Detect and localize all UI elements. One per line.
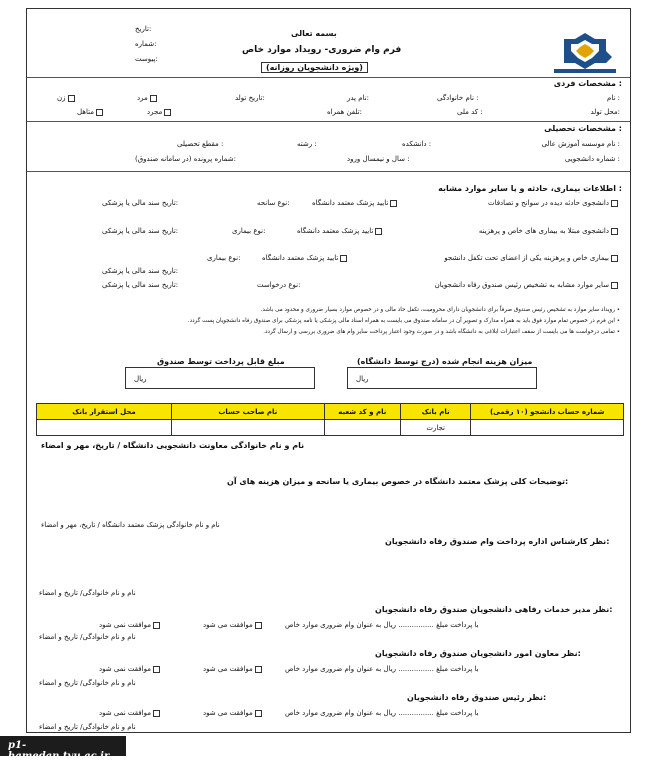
illness-checkbox[interactable] [611,282,618,289]
illness-heading: اطلاعات بیماری، حادثه و یا سایر موارد مشابه : [438,184,622,193]
bank-table [36,403,624,436]
entry-year-field[interactable]: سال و نیمسال ورود : [347,155,410,163]
note-item: • تمامی درخواست ها می بایست از سقف اعتبارات ابلاغی به دانشگاه باشد و در صورت وجود اعتبار پرداخت سایر وام های ضروری بررسی و ارسال گردد. [263,329,620,335]
form-title: فرم وام ضروری- رویداد موارد خاص [242,45,402,55]
manager-agree[interactable]: موافقت می شود [203,621,264,629]
student-number-field[interactable]: شماره دانشجویی : [564,155,620,163]
institute-field[interactable]: نام موسسه آموزش عالی : [541,140,620,148]
date-label: تاریخ: [135,25,152,33]
payment-line[interactable]: با پرداخت مبلغ ................ ریال به عنوان وام ضروری موارد خاص [285,709,479,717]
doctor-checkbox[interactable] [390,200,397,207]
education-heading: مشخصات تحصیلی : [544,124,622,133]
doctor-checkbox[interactable] [340,255,347,262]
disagree-checkbox[interactable] [153,622,160,629]
head-disagree[interactable]: موافقت نمی شود [99,709,162,717]
form-subtitle: (ویژه دانشجویان روزانه) [261,62,368,73]
payable-amount-input[interactable]: ریال [125,367,315,389]
disagree-checkbox[interactable] [153,710,160,717]
illness-checkbox[interactable] [611,200,618,207]
expert-question: نظر کارشناس اداره پرداخت وام صندوق رفاه دانشجویان: [385,537,610,546]
disagree-checkbox[interactable] [153,666,160,673]
agree-checkbox[interactable] [255,666,262,673]
head-agree[interactable]: موافقت می شود [203,709,264,717]
level-field[interactable]: مقطع تحصیلی : [177,140,224,148]
birth-place-field[interactable]: محل تولد: [590,108,620,116]
bank-table-row[interactable]: تجارت [37,420,624,436]
fund-logo [550,31,620,77]
payment-line[interactable]: با پرداخت مبلغ ................ ریال به عنوان وام ضروری موارد خاص [285,665,479,673]
married-checkbox[interactable] [96,109,103,116]
form-page: بسمه تعالی فرم وام ضروری- رویداد موارد خاص (ویژه دانشجویان روزانه) تاریخ: شماره: پیوست: مشخصات فردی : نام : نام خانوادگی : نام پدر: تاریخ تولد: مرد زن محل تولد: کد ملی : تلفن همراه: مجرد متاهل مشخصات تحصیلی : نام موسسه آموزش عالی : دانشکده : رشته : مقطع تحصیلی : شماره دانشجویی : سال و نیمسال ورود : شماره پرونده (در سامانه صندوق): اطلاعات بیماری، حادثه و یا سایر موارد مشابه : دانشجوی حادثه دیده در سوانح و تصادفات تایید پزشک معتمد دانشگاه نوع سانحه: تاریخ سند مالی یا پزشکی: دانشجوی مبتلا به بیماری های خاص و پرهزینه تایید پزشک معتمد دانشگاه نوع بیماری: تاریخ سند مالی یا پزشکی: بیماری خاص و پرهزینه یکی از اعضای تحت تکفل دانشجو تایید پزشک معتمد دانشگاه نوع بیماری: تاریخ سند مالی یا پزشکی: سایر موارد مشابه به تشخیص رئیس صندوق رفاه دانشجویان نوع درخواست: تاریخ سند مالی یا پزشکی: • رویداد سایر موارد به تشخیص رئیس صندوق صرفاً برای دانشجویان دارای محرومیت، تکفل حاد مالی و در خصوص موارد بسیار ضروری و محدود می باشد. • این فرم در خصوص تمام موارد فوق باید به همراه مدارک و تصویر آن در سامانه صندوق می بایست به همراه اسناد مالی پزشکی یا نامه پزشکی برای صندوق رفاه دانشجویان پست گردد. • تمامی درخواست ها می بایست از سقف اعتبارات ابلاغی به دانشگاه باشد و در صورت وجود اعتبار پرداخت سایر وام های ضروری بررسی و ارسال گردد. میزان هزینه انجام شده (درج توسط دانشگاه) ریال مبلغ قابل پرداخت توسط صندوق ریال شماره حساب دانشجو (۱۰ رقمی) نام بانک نام و کد شعبه نام صاحب حساب محل استقرار بانک تجارت نام و نام خانوادگی معاونت دانشجویی دانشگاه / تاریخ، مهر و امضاء توضیحات کلی پزشک معتمد دانشگاه در خصوص بیماری یا سانحه و میزان هزینه های آن: نام و نام خانوادگی پزشک معتمد دانشگاه / تاریخ، مهر و امضاء نظر کارشناس اداره پرداخت وام صندوق رفاه دانشجویان: نام و نام خانوادگی/ تاریخ و امضاء نظر مدیر خدمات رفاهی دانشجویان صندوق رفاه دانشجویان: با پرداخت مبلغ ................ ریال به عنوان وام ضروری موارد خاص موافقت می شود موافقت نمی شود نام و نام خانوادگی/ تاریخ و امضاء نظر معاون امور دانشجویان صندوق رفاه دانشجویان: با پرداخت مبلغ ................ ریال به عنوان وام ضروری موارد خاص موافقت می شود موافقت نمی شود نام و نام خانوادگی/ تاریخ و امضاء نظر رئیس صندوق رفاه دانشجویان: با پرداخت مبلغ ................ ریال به عنوان وام ضروری موارد خاص موافقت می شود موافقت نمی شود نام و نام خانوادگی/ تاریخ و امضاء [26,8,631,733]
note-item: • این فرم در خصوص تمام موارد فوق باید به همراه مدارک و تصویر آن در سامانه صندوق می بایست به همراه اسناد مالی پزشکی یا نامه پزشکی برای صندوق رفاه دانشجویان پست گردد. [187,318,620,324]
manager-disagree[interactable]: موافقت نمی شود [99,621,162,629]
manager-question: نظر مدیر خدمات رفاهی دانشجویان صندوق رفاه دانشجویان: [375,605,613,614]
doctor-signature: نام و نام خانوادگی پزشک معتمد دانشگاه / تاریخ، مهر و امضاء [41,521,220,529]
birth-date-field[interactable]: تاریخ تولد: [235,94,265,102]
single-checkbox[interactable] [164,109,171,116]
bank-table-header: شماره حساب دانشجو (۱۰ رقمی) نام بانک نام و کد شعبه نام صاحب حساب محل استقرار بانک [37,404,624,420]
deputy-disagree[interactable]: موافقت نمی شود [99,665,162,673]
attachment-label: پیوست: [135,55,158,63]
spent-amount-input[interactable]: ریال [347,367,537,389]
expert-sign: نام و نام خانوادگی/ تاریخ و امضاء [39,589,136,597]
agree-checkbox[interactable] [255,710,262,717]
number-label: شماره: [135,40,157,48]
doctor-question: توضیحات کلی پزشک معتمد دانشگاه در خصوص بیماری یا سانحه و میزان هزینه های آن: [227,477,569,486]
national-code-field[interactable]: کد ملی : [457,108,483,116]
faculty-field[interactable]: دانشکده : [402,140,432,148]
last-name-field[interactable]: نام خانوادگی : [437,94,479,102]
spent-label: میزان هزینه انجام شده (درج توسط دانشگاه) [357,357,533,366]
head-question: نظر رئیس صندوق رفاه دانشجویان: [407,693,547,702]
father-name-field[interactable]: نام پدر: [347,94,370,102]
payable-label: مبلغ قابل پرداخت توسط صندوق [157,357,285,366]
marital-married[interactable]: متاهل [77,108,105,116]
illness-checkbox[interactable] [611,228,618,235]
major-field[interactable]: رشته : [297,140,317,148]
deputy-sign: نام و نام خانوادگی/ تاریخ و امضاء [39,679,136,687]
payment-line[interactable]: با پرداخت مبلغ ................ ریال به عنوان وام ضروری موارد خاص [285,621,479,629]
male-checkbox[interactable] [150,95,157,102]
manager-sign: نام و نام خانوادگی/ تاریخ و امضاء [39,633,136,641]
deputy-question: نظر معاون امور دانشجویان صندوق رفاه دانشجویان: [375,649,581,658]
deputy-agree[interactable]: موافقت می شود [203,665,264,673]
note-item: • رویداد سایر موارد به تشخیص رئیس صندوق صرفاً برای دانشجویان دارای محرومیت، تکفل حاد مالی و در خصوص موارد بسیار ضروری و محدود می باشد. [260,307,620,313]
illness-checkbox[interactable] [611,255,618,262]
female-checkbox[interactable] [68,95,75,102]
gender-male[interactable]: مرد [137,94,159,102]
deputy-signature: نام و نام خانوادگی معاونت دانشجویی دانشگاه / تاریخ، مهر و امضاء [41,441,305,450]
bismillah: بسمه تعالی [291,29,337,38]
head-sign: نام و نام خانوادگی/ تاریخ و امضاء [39,723,136,731]
agree-checkbox[interactable] [255,622,262,629]
notes-list [35,305,620,338]
site-footer[interactable]: p1-hamedan.tvu.ac.ir [0,736,126,756]
file-number-field[interactable]: شماره پرونده (در سامانه صندوق): [135,155,236,163]
marital-single[interactable]: مجرد [147,108,173,116]
mobile-field[interactable]: تلفن همراه: [327,108,362,116]
personal-heading: مشخصات فردی : [553,79,622,88]
doctor-checkbox[interactable] [375,228,382,235]
first-name-field[interactable]: نام : [606,94,620,102]
gender-female[interactable]: زن [57,94,77,102]
